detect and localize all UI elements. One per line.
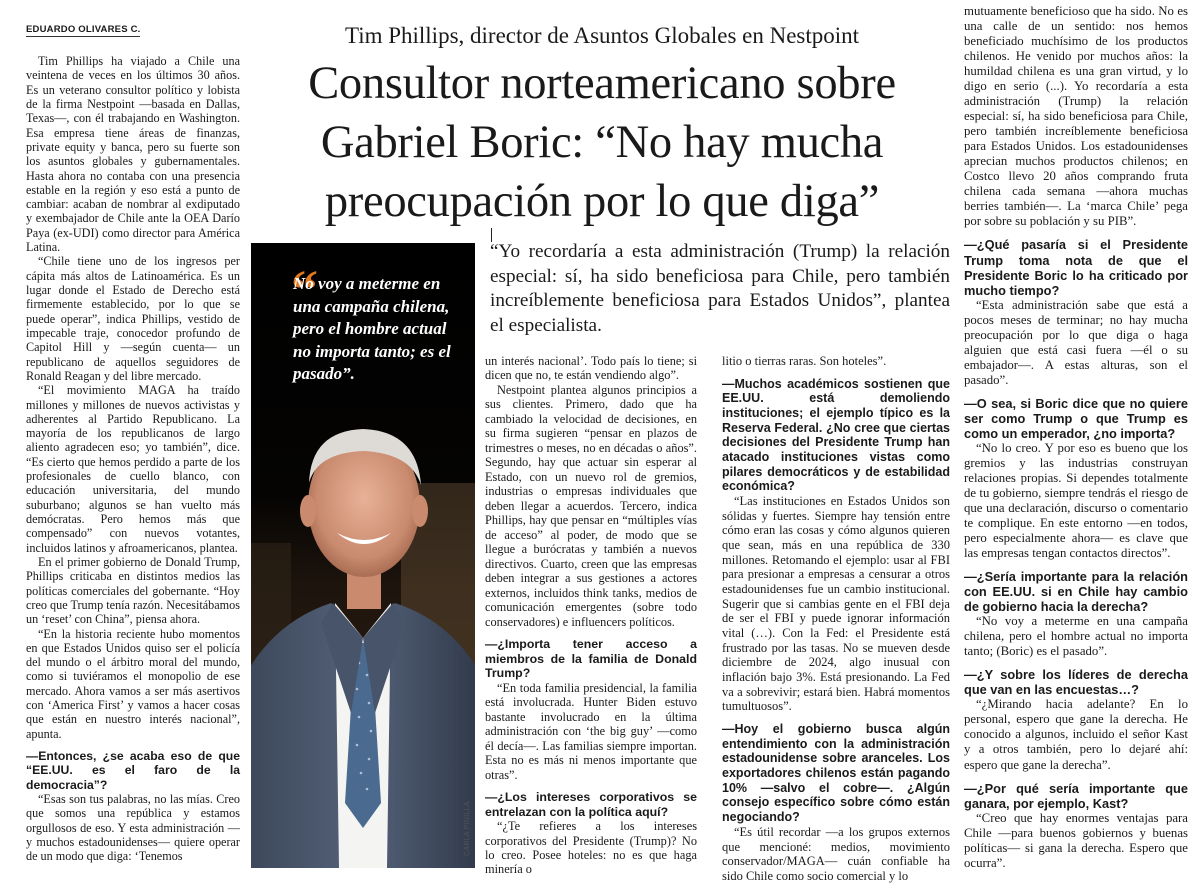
- body-paragraph: “Es útil recordar —a los grupos externos que mencioné: medios, movimiento conservador/MAGA— cuán confiable ha sido Chile como socio comercial y lo: [722, 824, 950, 883]
- interview-question: —O sea, si Boric dice que no quiere ser como Trump o que Trump es como un emperador, ¿no importa?: [964, 395, 1188, 441]
- interview-question: —Muchos académicos sostienen que EE.UU. está demoliendo instituciones; el ejemplo típico es la Reserva Federal. ¿No cree que ciertas decisiones del Presidente Trump han atacado instituciones vistas como pilares democráticos y de estabilidad económica?: [722, 376, 950, 494]
- body-paragraph: “En la historia reciente hubo momentos en que Estados Unidos quiso ser el policía del mundo o el árbitro moral del mundo, como si tuviéramos el monopolio de ese mercado. Ahora vamos a ser más asertivos con ‘America First’ y vamos a hacer cosas que están en nuestro interés nacional”, apunta.: [26, 626, 240, 741]
- body-paragraph: mutuamente beneficioso que ha sido. No es una calle de un sentido: nos hemos beneficiado muchísimo de los productos chilenos. He venido por muchos años: la humildad chilena es una gran virtud, y lo digo en serio (...). Yo recordaría a esta administración (Trump) la relación especial: sí, ha sido beneficiosa para Chile, pero también increíblemente beneficiosa para Estados Unidos. Los estadounidenses aprecian muchos productos chilenos; en Costco llevo 20 años comprando fruta chilena cada semana —ahora muchas berries también—. La ‘marca Chile’ pega por sobre su población y su PIB”.: [964, 4, 1188, 229]
- body-paragraph: Nestpoint plantea algunos principios a sus clientes. Primero, dado que ha cambiado la velocidad de decisiones, en su firma sugieren “pensar en plazos de trimestres o meses, no en décadas o años”. Segundo, hay que actuar sin esperar al Estado, con un nuevo rol de gremios, industrias o empresas individuales que deben llegar a acuerdos. Tercero, indica Phillips, hay que pensar en “múltiples vías de acceso” al poder, de modo que se llegue a burócratas y también a nuevos directivos. Cuarto, creen que las empresas deben integrar a sus gestiones a actores externos, incluidos think tanks, medios de comunicación emergentes (sobre todo conservadores) e influencers políticos.: [485, 382, 697, 629]
- body-paragraph: En el primer gobierno de Donald Trump, Phillips criticaba en distintos medios las políticas comerciales del gobernante. “Hoy creo que Trump tenía razón. Necesitábamos un ‘reset’ con China”, piensa ahora.: [26, 554, 240, 627]
- body-paragraph: “No lo creo. Y por eso es bueno que los gremios y las industrias construyan relaciones propias. Si dependes totalmente de tu gobierno, siempre tendrás el riesgo de que una declaración, discurso o comentario te complique. En este entorno —en todos, pero especialmente ahora— es clave que las empresas tengan contactos directos”.: [964, 440, 1188, 561]
- body-paragraph: “Esas son tus palabras, no las mías. Creo que somos una república y estamos orgullosos de eso. Y esta administración —y muchos estadounidenses— quiere operar de un modo que diga: ‘Tenemos: [26, 791, 240, 864]
- interview-question: —Entonces, ¿se acaba eso de que “EE.UU. es el faro de la democracia”?: [26, 749, 240, 792]
- body-paragraph: litio o tierras raras. Son hoteles”.: [722, 354, 887, 368]
- text-column-5: [964, 4, 1188, 871]
- quote-mark-icon: “: [291, 259, 318, 319]
- body-paragraph: “Chile tiene uno de los ingresos per cápita más altos de Latinoamérica. Es un lugar donde el Estado de Derecho está firmemente establecido, por lo que se puede operar”, indica Phillips, vestido de impecable traje, conocedor profundo de Capitol Hill y —según cuenta— un republicano de aquellos seguidores de Ronald Reagan y del libre mercado.: [26, 254, 240, 383]
- pull-quote: No voy a meterme en una campaña chilena, pero el hombre actual no importa tanto; es el pasado”.: [293, 274, 451, 383]
- body-paragraph: un interés nacional’. Todo país lo tiene; si dicen que no, te están vendiendo algo”.: [485, 354, 697, 383]
- interview-question: —¿Por qué sería importante que ganara, por ejemplo, Kast?: [964, 780, 1188, 811]
- body-paragraph: “Esta administración sabe que está a pocos meses de terminar; no hay mucha preocupación por lo que diga o haga alguien que está casi fuera —él o su embajador—. A estas alturas, son el pasado”.: [964, 297, 1188, 387]
- interview-question: —¿Sería importante para la relación con EE.UU. si en Chile hay cambio de gobierno hacia la derecha?: [964, 569, 1188, 615]
- body-paragraph: “¿Mirando hacia adelante? En lo personal, espero que gane la derecha. He conocido a algunos, incluido el señor Kast y a otros también, pero lo dejaré ahí: espero que gane la derecha”.: [964, 697, 1188, 772]
- body-paragraph: “Las instituciones en Estados Unidos son sólidas y fuertes. Siempre hay tensión entre cómo eran las cosas y cómo algunos quieren que sean, más en una república de 330 millones. Retomando el ejemplo: usar al FBI para presionar a empresas a censurar a otros estadounidenses fue un cambio institucional. Sugerir que si cambias gente en el FBI deja de ser el FBI y puede ignorar información vital (…). Con la Fed: el Presidente está frustrado por las tasas. No se mueven desde diciembre de 2024, algo inusual con inflación bajo 3%. Está presionando. La Fed va a sobrevivir; estará bien. Habrá momentos tumultuosos”.: [722, 494, 950, 714]
- text-column-3: [485, 354, 697, 877]
- interview-question: —¿Importa tener acceso a miembros de la familia de Donald Trump?: [485, 637, 697, 681]
- text-column-4: [722, 354, 950, 884]
- body-paragraph: “En toda familia presidencial, la familia está involucrada. Hunter Biden estuvo bastante involucrado en la última administración con ‘the big guy’ —como él decía—. Las familias siempre importan. Esta no es más ni menos importante que otras”.: [485, 680, 697, 782]
- body-paragraph: “¿Te refieres a los intereses corporativos del Presidente (Trump)? No lo creo. Posee hoteles: no es que haga minería o: [485, 819, 697, 877]
- body-paragraph: “Creo que hay enormes ventajas para Chile —para buenos gobiernos y buenas políticas— si gana la derecha. Espero que ocurra”.: [964, 810, 1188, 870]
- interview-question: —Hoy el gobierno busca algún entendimiento con la administración estadounidense sobre aranceles. Los exportadores chilenos están pagando 10% —salvo el cobre—. ¿Algún consejo específico sobre cómo están negociando?: [722, 722, 950, 825]
- article-deck: “Yo recordaría a esta administración (Trump) la relación especial: sí, ha sido beneficiosa para Chile, pero también increíblemente beneficiosa para Estados Unidos”, plantea el especialista.: [490, 241, 950, 336]
- photo-credit: CARLA PINILLA: [464, 801, 471, 856]
- text-column-1: [26, 54, 240, 864]
- byline: EDUARDO OLIVARES C.: [26, 24, 141, 35]
- interview-question: —¿Qué pasaría si el Presidente Trump toma nota de que el Presidente Boric lo ha criticado por mucho tiempo?: [964, 237, 1188, 298]
- interview-question: —¿Y sobre los líderes de derecha que van en las encuestas…?: [964, 667, 1188, 698]
- body-paragraph: Tim Phillips ha viajado a Chile una veintena de veces en los últimos 30 años. Es un veterano consultor político y lobista de la firma Nestpoint —basada en Dallas, Texas—, con él trabajando en Washington. Esa empresa tiene áreas de finanzas, private equity y banca, pero su fuerte son los asuntos globales y gubernamentales. Hasta ahora no contaba con una presencia estable en la región y eso está a punto de cambiar: acaban de nombrar al exdiputado y exembajador de Chile ante la OEA Darío Paya (ex-UDI) como director para América Latina.: [26, 54, 240, 255]
- body-paragraph: “No voy a meterme en una campaña chilena, pero el hombre actual no importa tanto; (Boric) es el pasado”.: [964, 614, 1188, 659]
- headline-line: preocupación por lo que diga”: [324, 176, 880, 227]
- article-kicker: Tim Phillips, director de Asuntos Globales en Nestpoint: [344, 23, 860, 48]
- article-headline: [246, 54, 958, 231]
- body-paragraph: “El movimiento MAGA ha traído millones y millones de nuevos activistas y adherentes al Partido Republicano. La mayoría de los republicanos de largo aliento agradecen eso; yo también”, dice. “Es cierto que hemos perdido a parte de los profesionales de cuello blanco, con educación universitaria, del mundo suburbano; algunos se han vuelto más demócratas. Pero hemos más que compensado” con nuevos votantes, incluidos latinos y afroamericanos, plantea.: [26, 383, 240, 555]
- headline-line: Gabriel Boric: “No hay mucha: [320, 117, 884, 168]
- headline-line: Consultor norteamericano sobre: [308, 58, 896, 109]
- interview-question: —¿Los intereses corporativos se entrelazan con la política aquí?: [485, 790, 697, 819]
